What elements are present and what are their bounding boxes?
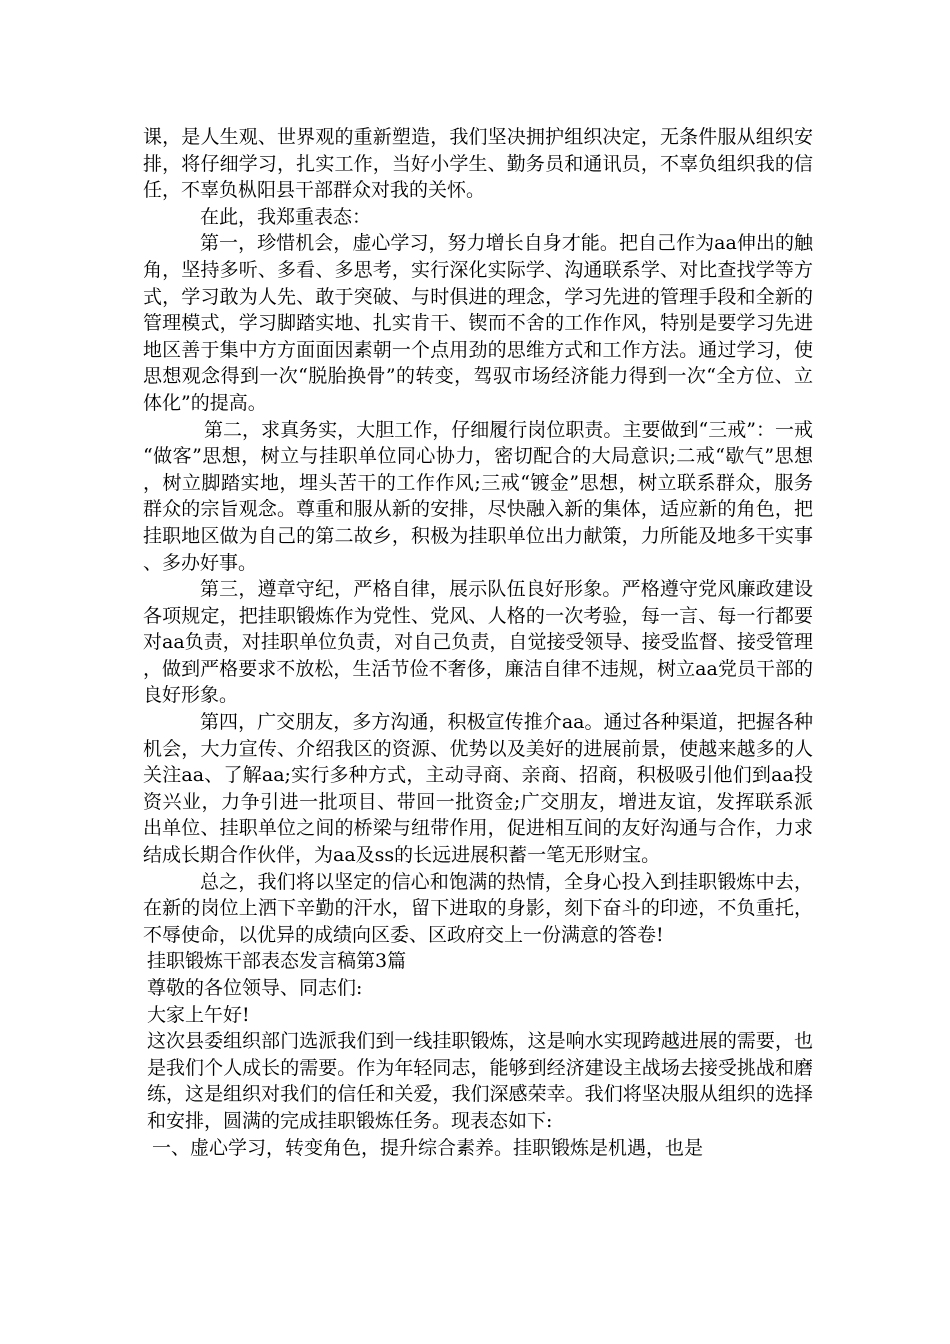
section-heading: 挂职锻炼干部表态发言稿第3篇 (147, 950, 407, 973)
paragraph-point-three: 第三，遵章守纪，严格自律，展示队伍良好形象。严格遵守党风廉政建设各项规定，把挂职锻炼作为党性、党风、人格的一次考验，每一言、每一行都要对aa负责，对挂职单位负责，对自己负责，自觉接受领导、接受监督、接受管理，做到严格要求不放松，生活节俭不奢侈，廉洁自律不违规，树立aa党员干部的良好形象。 (143, 578, 813, 707)
greeting: 大家上午好! (147, 1003, 250, 1026)
paragraph-continuation: 课，是人生观、世界观的重新塑造，我们坚决拥护组织决定，无条件服从组织安排，将仔细学习，扎实工作，当好小学生、勤务员和通讯员，不辜负组织我的信任，不辜负枞阳县干部群众对我的关怀。 (143, 126, 813, 202)
paragraph-item-one: 一、虚心学习，转变角色，提升综合素养。挂职锻炼是机遇，也是 (152, 1136, 704, 1159)
paragraph-point-one: 第一，珍惜机会，虚心学习，努力增长自身才能。把自己作为aa伸出的触角，坚持多听、多看、多思考，实行深化实际学、沟通联系学、对比查找学等方式，学习敢为人先、敢于突破、与时俱进的理念，学习先进的管理手段和全新的管理模式，学习脚踏实地、扎实肯干、锲而不舍的工作作风，特别是要学习先进地区善于集中方方面面因素朝一个点用劲的思维方式和工作方法。通过学习，使思想观念得到一次“脱胎换骨”的转变，驾驭市场经济能力得到一次“全方位、立体化”的提高。 (143, 232, 813, 414)
paragraph-speech-intro: 这次县委组织部门选派我们到一线挂职锻炼，这是响水实现跨越进展的需要，也是我们个人成长的需要。作为年轻同志，能够到经济建设主战场去接受挑战和磨练，这是组织对我们的信任和关爱，我们深感荣幸。我们将坚决服从组织的选择和安排，圆满的完成挂职锻炼任务。现表态如下: (147, 1030, 813, 1132)
paragraph-point-two: 第二，求真务实，大胆工作，仔细履行岗位职责。主要做到“三戒”：一戒“做客”思想，树立与挂职单位同心协力，密切配合的大局意识;二戒“歇气”思想，树立脚踏实地，埋头苦干的工作作风;三戒“镀金”思想，树立联系群众，服务群众的宗旨观念。尊重和服从新的安排，尽快融入新的集体，适应新的角色，把挂职地区做为自己的第二故乡，积极为挂职单位出力献策，力所能及地多干实事、多办好事。 (143, 418, 813, 574)
salutation: 尊敬的各位领导、同志们: (147, 977, 363, 999)
paragraph-statement-intro: 在此，我郑重表态： (200, 205, 372, 228)
document-body (143, 124, 813, 1161)
paragraph-point-four: 第四，广交朋友，多方沟通，积极宣传推介aa。通过各种渠道，把握各种机会，大力宣传、介绍我区的资源、优势以及美好的进展前景，使越来越多的人关注aa、了解aa;实行多种方式，主动寻商、亲商、招商，积极吸引他们到aa投资兴业，力争引进一批项目、带回一批资金;广交朋友，增进友谊，发挥联系派出单位、挂职单位之间的桥梁与纽带作用，促进相互间的友好沟通与合作，力求结成长期合作伙伴，为aa及ss的长远进展积蓄一笔无形财宝。 (143, 711, 813, 867)
paragraph-conclusion: 总之，我们将以坚定的信心和饱满的热情，全身心投入到挂职锻炼中去，在新的岗位上洒下辛勤的汗水，留下进取的身影，刻下奋斗的印迹，不负重托，不辱使命，以优异的成绩向区委、区政府交上一份满意的答卷! (143, 870, 813, 946)
